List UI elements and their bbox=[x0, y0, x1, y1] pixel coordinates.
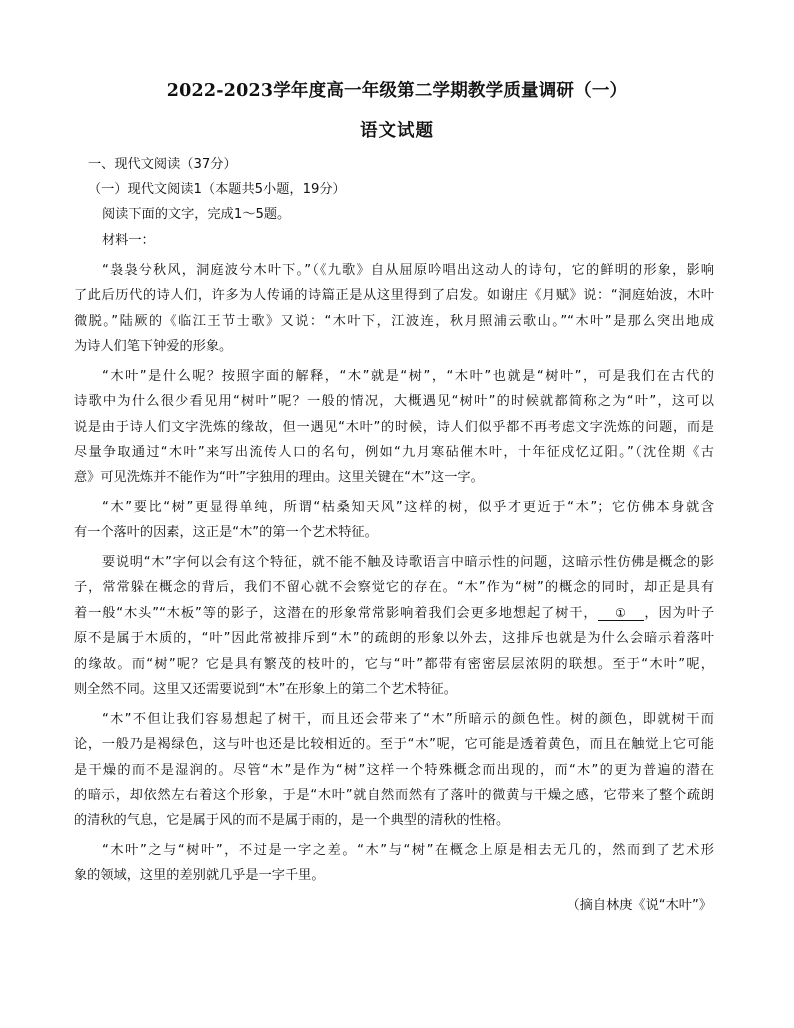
paragraph-line: 则全然不同。这里又还需要说到“木”在形象上的第二个艺术特征。 bbox=[74, 682, 457, 697]
paragraph-line-with-blank bbox=[74, 605, 714, 623]
exam-title: 2022-2023学年度高一年级第二学期教学质量调研（一） bbox=[166, 81, 628, 101]
paragraph-line: 说是由于诗人们文字洗炼的缘故，但一遇见“木叶”的时候，诗人们似乎都不再考虑文字洗炼的问题，而是 bbox=[74, 420, 714, 435]
source-citation: （摘自林庚《说“木叶”》 bbox=[566, 898, 712, 913]
material-label: 材料一： bbox=[102, 233, 155, 248]
section-heading: 一、现代文阅读（37分） bbox=[88, 157, 237, 172]
paragraph-line: 为诗人们笔下钟爱的形象。 bbox=[74, 339, 233, 354]
paragraph-line: “木”要比“树”更显得单纯，所谓“枯桑知天风”这样的树，似乎才更近于“木”；它仿佛本身就含 bbox=[102, 500, 714, 515]
paragraph-line: 微脱。”陆厥的《临江王节士歌》又说：“木叶下，江波连，秋月照浦云歌山。”“木叶”是那么突出地成 bbox=[74, 314, 714, 329]
paragraph-line: “木叶”之与“树叶”，不过是一字之差。“木”与“树”在概念上原是相去无几的，然而到了艺术形 bbox=[102, 843, 714, 858]
paragraph-line: 要说明“木”字何以会有这个特征，就不能不触及诗歌语言中暗示性的问题，这暗示性仿佛是概念的影 bbox=[102, 555, 714, 570]
paragraph-line: 尽量争取通过“木叶”来写出流传人口的名句，例如“九月寒砧催木叶，十年征戍忆辽阳。”（沈佺期《古 bbox=[74, 445, 714, 460]
paragraph-line: 的暗示，却依然左右着这个形象，于是“木叶”就自然而然有了落叶的微黄与干燥之感，它带来了整个疏朗 bbox=[74, 788, 714, 803]
paragraph-line: “袅袅兮秋风，洞庭波兮木叶下。”（《九歌》自从屈原吟唱出这动人的诗句，它的鲜明的形象，影响 bbox=[102, 263, 714, 278]
paragraph-line: 论，一般乃是褐绿色，这与叶也还是比较相近的。至于“木”呢，它可能是透着黄色，而且在触觉上它可能 bbox=[74, 737, 714, 752]
paragraph-line: 的缘故。而“树”呢？它是具有繁茂的枝叶的，它与“叶”都带有密密层层浓阴的联想。至于“木叶”呢， bbox=[74, 657, 714, 672]
paragraph-line: 有一个落叶的因素，这正是“木”的第一个艺术特征。 bbox=[74, 525, 378, 540]
paragraph-line: 意》可见洗炼并不能作为“叶”字独用的理由。这里关键在“木”这一字。 bbox=[74, 470, 484, 485]
paragraph-line: 的清秋的气息，它是属于风的而不是属于雨的，是一个典型的清秋的性格。 bbox=[74, 813, 510, 828]
paragraph-line: 子，常常躲在概念的背后，我们不留心就不会察觉它的存在。“木”作为“树”的概念的同时，却正是具有 bbox=[74, 580, 714, 595]
fill-blank-1: ① bbox=[598, 606, 644, 621]
paragraph-line: 象的领域，这里的差别就几乎是一字千里。 bbox=[74, 868, 325, 883]
paragraph-line: 是干燥的而不是湿润的。尽管“木”是作为“树”这样一个特殊概念而出现的，而“木”的更为普遍的潜在 bbox=[74, 763, 714, 778]
paragraph-line: 诗歌中为什么很少看见用“树叶”呢？一般的情况，大概遇见“树叶”的时候就都简称之为“叶”，这可以 bbox=[74, 394, 714, 409]
paragraph-line: 了此后历代的诗人们，许多为人传诵的诗篇正是从这里得到了启发。如谢庄《月赋》说：“洞庭始波，木叶 bbox=[74, 288, 714, 303]
paragraph-text: 着一般“木头”“木板”等的影子，这潜在的形象常常影响着我们会更多地想起了树干， bbox=[74, 606, 598, 621]
paragraph-text: ，因为叶子 bbox=[643, 606, 715, 621]
paragraph-line: “木”不但让我们容易想起了树干，而且还会带来了“木”所暗示的颜色性。树的颜色，即就树干而 bbox=[102, 712, 714, 727]
reading-instruction: 阅读下面的文字，完成1～5题。 bbox=[102, 207, 291, 222]
section-subheading: （一）现代文阅读1（本题共5小题，19分） bbox=[88, 182, 346, 197]
exam-subtitle: 语文试题 bbox=[360, 121, 434, 141]
paragraph-line: 原不是属于木质的，“叶”因此常被排斥到“木”的疏朗的形象以外去，这排斥也就是为什么会暗示着落叶 bbox=[74, 631, 714, 646]
paragraph-line: “木叶”是什么呢？按照字面的解释，“木”就是“树”，“木叶”也就是“树叶”，可是我们在古代的 bbox=[102, 369, 714, 384]
